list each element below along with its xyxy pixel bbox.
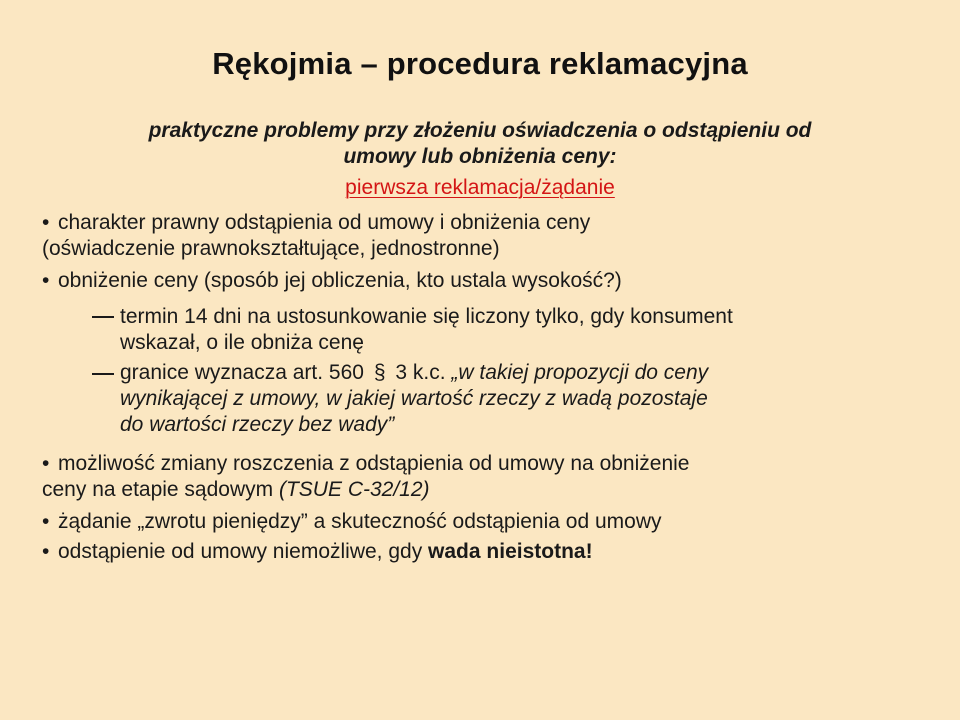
section-sign-icon: § xyxy=(373,361,386,384)
slide-title: Rękojmia – procedura reklamacyjna xyxy=(212,46,748,81)
bullet-5-text: odstąpienie od umowy niemożliwe, gdy xyxy=(58,540,423,563)
bullet-icon: • xyxy=(42,269,50,292)
dash-icon xyxy=(92,316,114,318)
bullet-icon: • xyxy=(42,452,50,475)
bullet-item-price-reduction xyxy=(42,268,622,294)
subitem-limits xyxy=(120,360,708,438)
subitem-2-mid: 3 k.c. xyxy=(395,361,446,384)
bullet-icon: • xyxy=(42,510,50,533)
subitem-1-line-2: wskazał, o ile obniża cenę xyxy=(120,331,364,354)
subitem-2-italic-3: do wartości rzeczy bez wady” xyxy=(120,413,395,436)
subitem-2-prefix: granice wyznacza art. 560 xyxy=(120,361,364,384)
dash-icon xyxy=(92,373,114,375)
red-heading-link[interactable]: pierwsza reklamacja/żądanie xyxy=(345,176,615,199)
bullet-1-line-1: charakter prawny odstąpienia od umowy i obniżenia ceny xyxy=(58,211,591,234)
bullet-4-text: żądanie „zwrotu pieniędzy” a skuteczność odstąpienia od umowy xyxy=(58,510,662,533)
bullet-1-line-2: (oświadczenie prawnokształtujące, jednostronne) xyxy=(42,237,500,260)
bullet-icon: • xyxy=(42,540,50,563)
bullet-item-withdrawal xyxy=(42,539,593,565)
subitem-1-line-1: termin 14 dni na ustosunkowanie się liczony tylko, gdy konsument xyxy=(120,305,733,328)
bullet-3-case-ref: (TSUE C-32/12) xyxy=(278,478,430,501)
subtitle-line-2: umowy lub obniżenia ceny: xyxy=(343,145,617,168)
bullet-5-bold: wada nieistotna! xyxy=(428,540,593,563)
bullet-icon: • xyxy=(42,211,50,234)
slide-subtitle xyxy=(40,118,920,170)
subtitle-line-1: praktyczne problemy przy złożeniu oświadczenia o odstąpieniu od xyxy=(148,119,812,142)
bullet-item-refund xyxy=(42,509,662,535)
bullet-2-text: obniżenie ceny (sposób jej obliczenia, kto ustala wysokość?) xyxy=(58,269,622,292)
bullet-item-legal-nature xyxy=(42,210,590,262)
bullet-item-claim-change xyxy=(42,451,689,503)
subitem-2-italic-1: „w takiej propozycji do ceny xyxy=(451,361,709,384)
subitem-deadline xyxy=(120,304,733,356)
subitem-2-italic-2: wynikającej z umowy, w jakiej wartość rzeczy z wadą pozostaje xyxy=(120,387,708,410)
bullet-3-line-1: możliwość zmiany roszczenia z odstąpienia od umowy na obniżenie xyxy=(58,452,690,475)
bullet-3-line-2: ceny na etapie sądowym xyxy=(42,478,274,501)
